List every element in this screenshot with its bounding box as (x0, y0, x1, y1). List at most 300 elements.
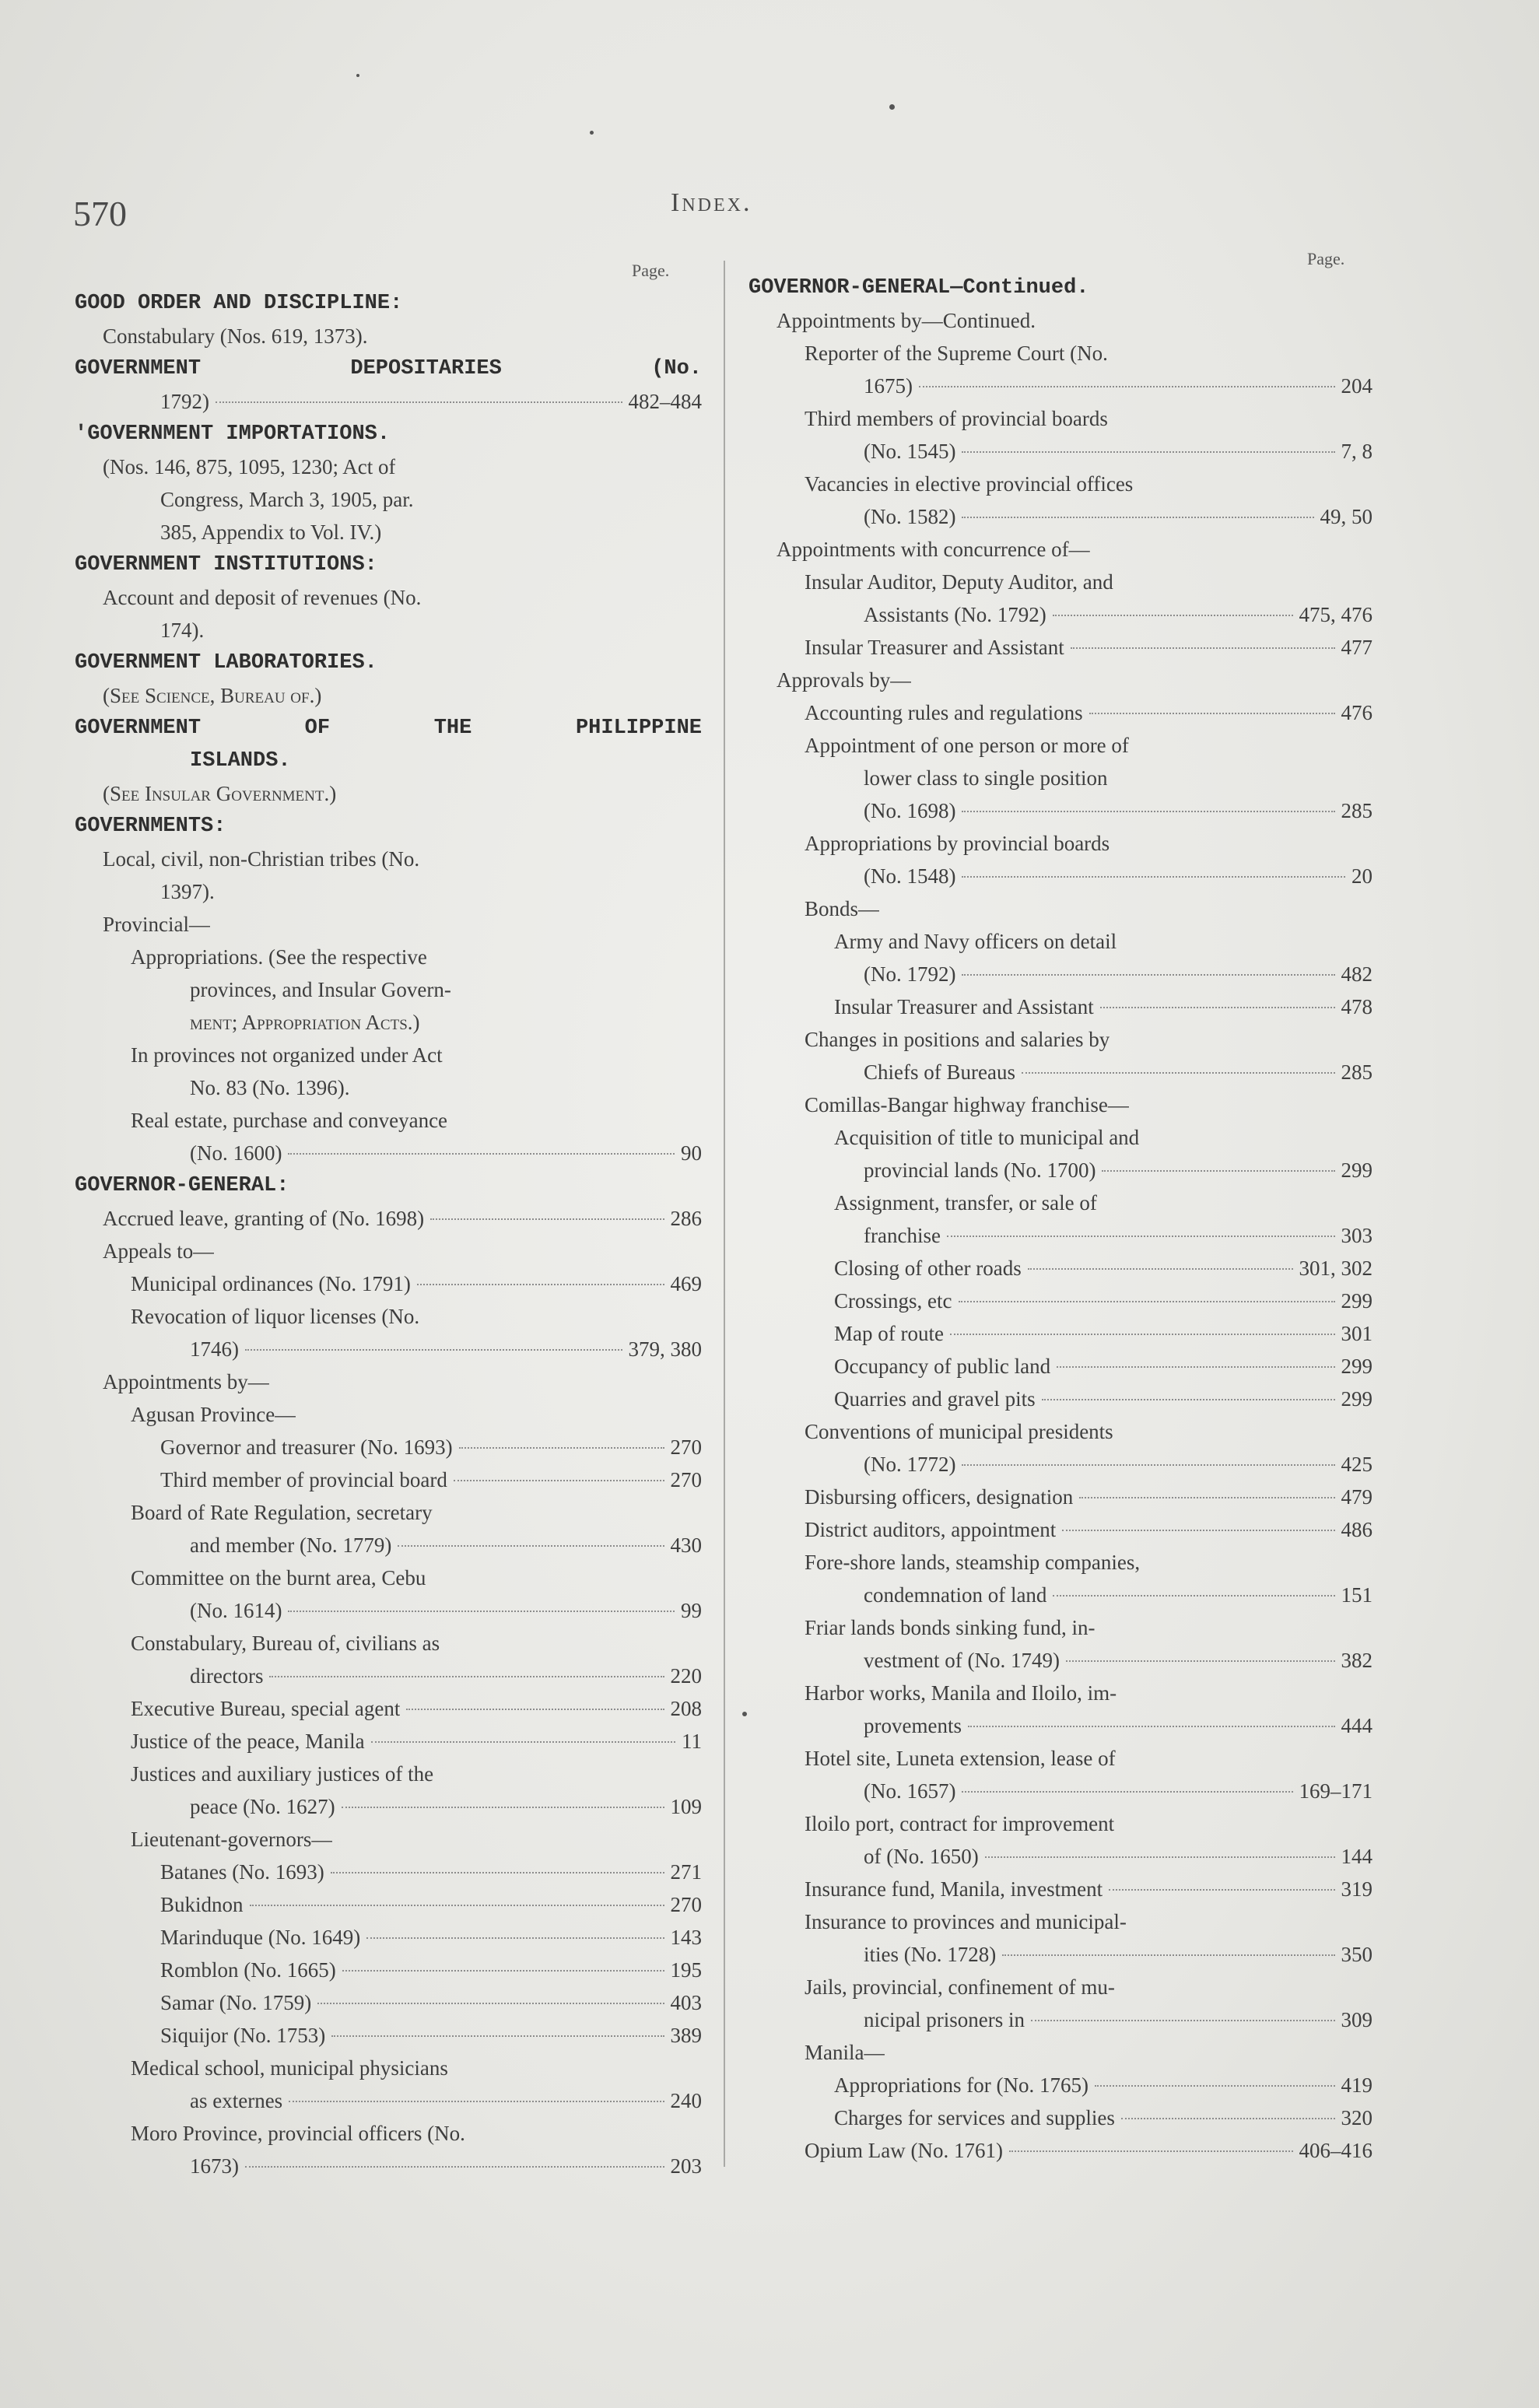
entry-text: 174). (160, 619, 205, 642)
index-entry (75, 1270, 702, 1298)
dot-leader (289, 2101, 664, 2102)
index-entry (75, 1204, 702, 1232)
index-entry (75, 485, 702, 513)
entry-text: ISLANDS. (190, 749, 291, 773)
entry-text: Congress, March 3, 1905, par. (160, 488, 414, 511)
entry-text: 1673) (190, 2154, 239, 2178)
index-entry (748, 960, 1372, 988)
dot-leader (1053, 615, 1293, 616)
dot-leader (959, 1301, 1335, 1302)
dot-leader (1121, 2118, 1335, 2119)
entry-text: Vacancies in elective provincial offices (805, 472, 1134, 496)
page-reference: 144 (1341, 1845, 1372, 1868)
index-entry (748, 601, 1372, 629)
entry-text: Justice of the peace, Manila (131, 1730, 365, 1753)
index-entry (748, 797, 1372, 825)
index-entry (75, 682, 702, 710)
index-entry (75, 1727, 702, 1755)
index-entry (75, 2054, 702, 2082)
index-entry (75, 1629, 702, 1657)
index-heading (75, 812, 702, 840)
index-entry (748, 731, 1372, 759)
page-reference: 469 (670, 1272, 702, 1295)
dot-leader (962, 451, 1334, 453)
entry-text: No. 83 (No. 1396). (190, 1076, 350, 1099)
index-entry (748, 2136, 1372, 2164)
dot-leader (288, 1611, 675, 1612)
entry-text: Appointments with concurrence of— (777, 538, 1090, 561)
index-entry (748, 1842, 1372, 1870)
column-divider (724, 261, 725, 2167)
page-reference: 7, 8 (1341, 440, 1372, 463)
entry-text: Approvals by— (777, 668, 912, 692)
page-reference: 482 (1341, 962, 1372, 986)
index-entry (748, 372, 1372, 400)
dot-leader (250, 1905, 664, 1906)
dot-leader (331, 2035, 664, 2037)
entry-text: Appropriations. (See the respective (131, 945, 427, 969)
dot-leader (962, 876, 1345, 878)
entry-text: Fore-shore lands, steamship companies, (805, 1551, 1141, 1574)
page-reference: 301, 302 (1299, 1257, 1372, 1280)
entry-text: of (No. 1650) (864, 1845, 979, 1868)
index-entry (748, 470, 1372, 498)
dot-leader (342, 1970, 664, 1972)
entry-text: nicipal prisoners in (864, 2008, 1025, 2031)
entry-text: and member (No. 1779) (190, 1533, 392, 1557)
entry-text: Local, civil, non-Christian tribes (No. (103, 847, 420, 871)
entry-text: Jails, provincial, confinement of mu- (805, 1975, 1115, 1999)
index-entry (748, 764, 1372, 792)
page-reference: 99 (681, 1599, 702, 1622)
entry-text: Insular Auditor, Deputy Auditor, and (805, 570, 1113, 594)
index-entry (75, 1368, 702, 1396)
entry-text: Siquijor (No. 1753) (160, 2024, 326, 2047)
entry-text: Third members of provincial boards (805, 407, 1108, 430)
page-reference: 382 (1341, 1649, 1372, 1672)
entry-text: Quarries and gravel pits (834, 1387, 1036, 1411)
index-entry (75, 1335, 702, 1363)
index-entry (75, 1793, 702, 1821)
entry-text: GOVERNMENT LABORATORIES. (75, 651, 377, 675)
entry-text: Municipal ordinances (No. 1791) (131, 1272, 411, 1295)
index-entry (748, 1973, 1372, 2001)
entry-text: Account and deposit of revenues (No. (103, 586, 422, 609)
entry-text: Reporter of the Supreme Court (No. (805, 342, 1108, 365)
dot-leader (366, 1937, 664, 1939)
entry-text: Insurance fund, Manila, investment (805, 1877, 1103, 1901)
entry-text: District auditors, appointment (805, 1518, 1057, 1541)
page-reference: 285 (1341, 1060, 1372, 1084)
entry-text: vestment of (No. 1749) (864, 1649, 1060, 1672)
index-entry (748, 1940, 1372, 1968)
entry-text: Hotel site, Luneta extension, lease of (805, 1747, 1116, 1770)
index-entry (748, 927, 1372, 955)
dot-leader (962, 1791, 1292, 1793)
entry-text: (No. 1698) (864, 799, 956, 822)
page-reference: 203 (670, 2154, 702, 2178)
entry-text: (No. 1582) (864, 505, 956, 528)
entry-text: GOVERNOR-GENERAL: (75, 1174, 289, 1197)
right-page-label: Page. (1307, 249, 1345, 268)
index-entry (75, 878, 702, 906)
page-reference: 299 (1341, 1289, 1372, 1313)
dot-leader (1089, 713, 1335, 714)
entry-text: (No. 1614) (190, 1599, 282, 1622)
dot-leader (317, 2003, 664, 2004)
page-reference: 319 (1341, 1877, 1372, 1901)
entry-text: Appropriations for (No. 1765) (834, 2073, 1089, 2097)
index-entry (75, 1956, 702, 1984)
entry-text: GOVERNMENT INSTITUTIONS: (75, 553, 377, 577)
index-entry (75, 518, 702, 546)
dot-leader (454, 1480, 664, 1481)
index-entry (748, 1058, 1372, 1086)
entry-text: Batanes (No. 1693) (160, 1860, 324, 1884)
index-entry (748, 1450, 1372, 1478)
entry-text: Accrued leave, granting of (No. 1698) (103, 1207, 425, 1230)
page-reference: 309 (1341, 2008, 1372, 2031)
entry-text: Lieutenant-governors— (131, 1828, 333, 1851)
index-entry (75, 943, 702, 971)
entry-text: (No. 1545) (864, 440, 956, 463)
entry-text: Closing of other roads (834, 1257, 1022, 1280)
entry-text: Disbursing officers, designation (805, 1485, 1074, 1509)
page-reference: 109 (670, 1795, 702, 1818)
entry-text: 'GOVERNMENT IMPORTATIONS. (75, 422, 391, 446)
index-entry (748, 535, 1372, 563)
index-entry (748, 1679, 1372, 1707)
entry-text: peace (No. 1627) (190, 1795, 335, 1818)
index-entry (75, 1237, 702, 1265)
entry-text: (No. 1548) (864, 864, 956, 888)
index-entry (75, 976, 702, 1004)
page-reference: 169–171 (1299, 1779, 1372, 1803)
speck (742, 1712, 747, 1716)
dot-leader (1028, 1268, 1293, 1270)
index-entry (748, 829, 1372, 857)
index-entry (75, 453, 702, 481)
dot-leader (1079, 1497, 1334, 1498)
entry-text: Real estate, purchase and conveyance (131, 1109, 448, 1132)
entry-text: Army and Navy officers on detail (834, 930, 1117, 953)
index-entry (748, 1614, 1372, 1642)
entry-text: Comillas-Bangar highway franchise— (805, 1093, 1129, 1116)
dot-leader (269, 1676, 664, 1677)
dot-leader (1031, 2020, 1335, 2021)
entry-text: provements (864, 1714, 962, 1737)
index-heading (75, 747, 702, 775)
index-entry (748, 862, 1372, 890)
dot-leader (1057, 1366, 1334, 1368)
entry-text: Opium Law (No. 1761) (805, 2139, 1003, 2162)
index-entry (748, 1581, 1372, 1609)
index-entry (75, 1989, 702, 2017)
dot-leader (968, 1726, 1335, 1727)
entry-text: Appointment of one person or more of (805, 734, 1129, 757)
index-entry (75, 1564, 702, 1592)
page-reference: 299 (1341, 1387, 1372, 1411)
index-entry (748, 2038, 1372, 2066)
entry-text: Iloilo port, contract for improvement (805, 1812, 1115, 1835)
index-entry (748, 1875, 1372, 1903)
index-entry (75, 2119, 702, 2147)
page-reference: 285 (1341, 799, 1372, 822)
entry-text: Appointments by—Continued. (777, 309, 1036, 332)
entry-text: Revocation of liquor licenses (No. (131, 1305, 420, 1328)
page-reference: 271 (670, 1860, 702, 1884)
page-reference: 270 (670, 1435, 702, 1459)
entry-text: (No. 1657) (864, 1779, 956, 1803)
dot-leader (947, 1236, 1335, 1237)
entry-text: Manila— (805, 2041, 885, 2064)
index-entry (748, 2071, 1372, 2099)
index-entry (748, 895, 1372, 923)
page-reference: 49, 50 (1320, 505, 1372, 528)
index-entry (748, 1320, 1372, 1348)
entry-text: (See Science, Bureau of.) (103, 684, 322, 707)
index-entry (75, 1498, 702, 1526)
page-number: 570 (73, 194, 127, 233)
page-reference: 320 (1341, 2106, 1372, 2129)
page-reference: 350 (1341, 1943, 1372, 1966)
page-reference: 270 (670, 1468, 702, 1491)
page-reference: 220 (670, 1664, 702, 1688)
page-reference: 486 (1341, 1518, 1372, 1541)
dot-leader (1022, 1072, 1335, 1074)
entry-text: Friar lands bonds sinking fund, in- (805, 1616, 1096, 1639)
entry-text: GOVERNMENT DEPOSITARIES (No. (75, 357, 702, 380)
page-reference: 195 (670, 1958, 702, 1982)
entry-text: GOVERNMENT OF THE PHILIPPINE (75, 717, 702, 740)
page-reference: 299 (1341, 1158, 1372, 1182)
page-reference: 477 (1341, 636, 1372, 659)
page-reference: 379, 380 (628, 1337, 702, 1361)
speck (590, 131, 594, 135)
entry-text: 1675) (864, 374, 913, 398)
dot-leader (1102, 1170, 1334, 1172)
entry-text: (No. 1600) (190, 1141, 282, 1165)
entry-text: Constabulary, Bureau of, civilians as (131, 1632, 440, 1655)
entry-text: franchise (864, 1224, 941, 1247)
index-entry (75, 1531, 702, 1559)
entry-text: ment; Appropriation Acts.) (190, 1011, 420, 1034)
entry-text: Conventions of municipal presidents (805, 1420, 1113, 1443)
index-entry (75, 2021, 702, 2049)
page-reference: 482–484 (628, 390, 702, 413)
index-entry (75, 1400, 702, 1428)
index-entry (748, 666, 1372, 694)
index-entry (748, 1810, 1372, 1838)
dot-leader (459, 1447, 664, 1449)
index-entry (75, 1760, 702, 1788)
page-reference: 403 (670, 1991, 702, 2014)
index-entry (748, 1744, 1372, 1772)
index-entry (75, 845, 702, 873)
index-entry (75, 1106, 702, 1134)
entry-text: (See Insular Government.) (103, 782, 337, 805)
entry-text: (No. 1792) (864, 962, 956, 986)
page-reference: 389 (670, 2024, 702, 2047)
page-reference: 20 (1351, 864, 1372, 888)
index-heading (75, 551, 702, 579)
entry-text: as externes (190, 2089, 283, 2112)
index-entry (748, 2104, 1372, 2132)
index-entry (748, 1385, 1372, 1413)
entry-text: GOOD ORDER AND DISCIPLINE: (75, 292, 403, 315)
index-entry (75, 1858, 702, 1886)
index-entry (748, 1548, 1372, 1576)
entry-text: provincial lands (No. 1700) (864, 1158, 1096, 1182)
entry-text: Appropriations by provincial boards (805, 832, 1110, 855)
entry-text: directors (190, 1664, 264, 1688)
entry-text: Assistants (No. 1792) (864, 603, 1046, 626)
dot-leader (962, 974, 1334, 976)
entry-text: condemnation of land (864, 1583, 1047, 1607)
index-heading (75, 649, 702, 677)
entry-text: Governor and treasurer (No. 1693) (160, 1435, 453, 1459)
entry-text: Accounting rules and regulations (805, 701, 1083, 724)
page-reference: 143 (670, 1926, 702, 1949)
entry-text: Board of Rate Regulation, secretary (131, 1501, 433, 1524)
entry-text: In provinces not organized under Act (131, 1043, 443, 1067)
entry-text: Bonds— (805, 897, 880, 920)
index-entry (748, 1712, 1372, 1740)
index-entry (75, 780, 702, 808)
entry-text: Crossings, etc (834, 1289, 952, 1313)
entry-text: Appeals to— (103, 1239, 215, 1263)
index-entry (75, 1662, 702, 1690)
dot-leader (245, 1349, 622, 1351)
entry-text: GOVERNMENTS: (75, 815, 226, 838)
index-entry (75, 1008, 702, 1036)
entry-text: (Nos. 146, 875, 1095, 1230; Act of (103, 455, 396, 478)
entry-text: Agusan Province— (131, 1403, 296, 1426)
dot-leader (962, 811, 1334, 812)
index-entry (748, 405, 1372, 433)
index-entry (748, 1287, 1372, 1315)
index-heading (75, 714, 702, 742)
dot-leader (919, 386, 1335, 387)
index-entry (748, 993, 1372, 1021)
entry-text: GOVERNOR-GENERAL—Continued. (748, 276, 1089, 300)
index-entry (748, 699, 1372, 727)
page-reference: 208 (670, 1697, 702, 1720)
entry-text: Bukidnon (160, 1893, 244, 1916)
page-reference: 303 (1341, 1224, 1372, 1247)
index-entry (75, 1433, 702, 1461)
page-reference: 240 (670, 2089, 702, 2112)
entry-text: Insular Treasurer and Assistant (805, 636, 1064, 659)
index-entry (748, 1222, 1372, 1250)
entry-text: Moro Province, provincial officers (No. (131, 2122, 465, 2145)
index-entry (748, 437, 1372, 465)
page-reference: 204 (1341, 374, 1372, 398)
page-reference: 430 (670, 1533, 702, 1557)
dot-leader (962, 1464, 1334, 1466)
index-entry (748, 1091, 1372, 1119)
dot-leader (430, 1218, 664, 1220)
entry-text: Medical school, municipal physicians (131, 2056, 448, 2080)
index-heading (75, 355, 702, 383)
left-page-label: Page. (632, 261, 670, 280)
index-entry (75, 322, 702, 350)
dot-leader (398, 1545, 664, 1547)
entry-text: 1746) (190, 1337, 239, 1361)
index-entry (748, 568, 1372, 596)
page-reference: 425 (1341, 1453, 1372, 1476)
index-entry (748, 1189, 1372, 1217)
index-entry (75, 1825, 702, 1853)
page-reference: 301 (1341, 1322, 1372, 1345)
page-reference: 90 (681, 1141, 702, 1165)
index-entry (75, 387, 702, 415)
dot-leader (1100, 1007, 1335, 1008)
index-heading (75, 289, 702, 317)
index-entry (75, 1891, 702, 1919)
index-entry (748, 1418, 1372, 1446)
entry-text: Acquisition of title to municipal and (834, 1126, 1140, 1149)
dot-leader (962, 517, 1313, 518)
index-entry (748, 307, 1372, 335)
page-reference: 286 (670, 1207, 702, 1230)
speck (356, 74, 359, 77)
index-entry (75, 1597, 702, 1625)
dot-leader (371, 1741, 675, 1743)
entry-text: Appointments by— (103, 1370, 269, 1393)
dot-leader (985, 1856, 1335, 1858)
entry-text: ities (No. 1728) (864, 1943, 997, 1966)
entry-text: Marinduque (No. 1649) (160, 1926, 361, 1949)
index-entry (75, 1041, 702, 1069)
page-reference: 475, 476 (1299, 603, 1372, 626)
index-entry (748, 1123, 1372, 1151)
index-entry (75, 2087, 702, 2115)
entry-text: Changes in positions and salaries by (805, 1028, 1110, 1051)
index-entry (748, 1025, 1372, 1053)
entry-text: Chiefs of Bureaus (864, 1060, 1015, 1084)
index-entry (748, 1483, 1372, 1511)
entry-text: provinces, and Insular Govern- (190, 978, 451, 1001)
page-reference: 478 (1341, 995, 1372, 1018)
index-entry (748, 339, 1372, 367)
index-entry (75, 1302, 702, 1330)
running-head: Index. (671, 188, 752, 217)
entry-text: Insurance to provinces and municipal- (805, 1910, 1127, 1933)
entry-text: 1397). (160, 880, 215, 903)
index-entry (748, 1254, 1372, 1282)
index-entry (748, 1646, 1372, 1674)
entry-text: lower class to single position (864, 766, 1108, 790)
entry-text: (No. 1772) (864, 1453, 956, 1476)
index-entry (748, 1516, 1372, 1544)
dot-leader (1042, 1399, 1335, 1400)
index-entry (75, 1695, 702, 1723)
index-entry (748, 1352, 1372, 1380)
entry-text: Justices and auxiliary justices of the (131, 1762, 434, 1786)
entry-text: Constabulary (Nos. 619, 1373). (103, 324, 368, 348)
index-entry (75, 1139, 702, 1167)
index-entry (748, 2006, 1372, 2034)
entry-text: Committee on the burnt area, Cebu (131, 1566, 426, 1590)
page-reference: 299 (1341, 1355, 1372, 1378)
index-entry (75, 1074, 702, 1102)
entry-text: Provincial— (103, 913, 210, 936)
entry-text: Romblon (No. 1665) (160, 1958, 336, 1982)
entry-text: Charges for services and supplies (834, 2106, 1115, 2129)
index-entry (75, 584, 702, 612)
dot-leader (1053, 1595, 1334, 1597)
